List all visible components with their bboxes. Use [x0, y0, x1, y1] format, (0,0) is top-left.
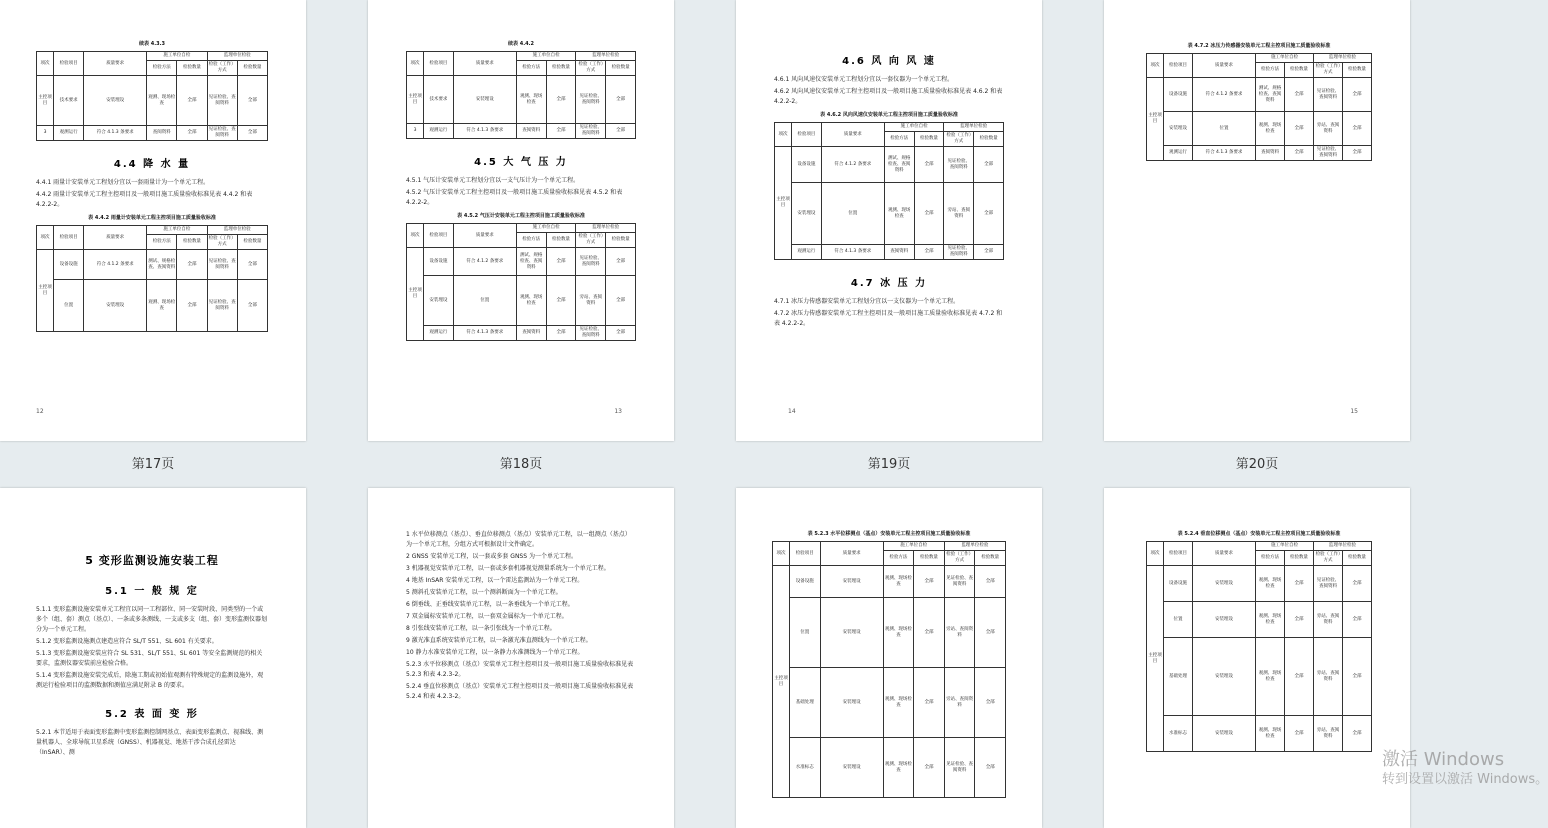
table-title: 续表 4.3.3 [139, 41, 165, 47]
quality-table: 项次 检验项目 质量要求 施工单位自检 监理单位检验 检验方法 检验数量 检验（工作）方式 检验数量 主控项目 设备设施 符合 4.1.2 条要求 测试、规格检查、查阅资料 全部 见证检验、查阅资料 全部 安装埋设 位置 观测、现场检查 全部 旁站、查阅资料 全部 观测运行 符合 4.1.3 条要求 查阅资料 全部 见证检验、查阅资料 全部 [774, 122, 1004, 260]
paragraph: 9 激光准直系统安装单元工程，以一条激光准直测线为一个单元工程。 [406, 637, 592, 644]
table-title: 表 4.6.2 风向风速仪安装单元工程主控项目施工质量验收标准 [820, 112, 958, 118]
table-title: 表 4.7.2 冰压力传感器安装单元工程主控项目施工质量验收标准 [1187, 43, 1331, 49]
paragraph: 5.2.4 垂直位移测点（基点）安装单元工程主控项目及一般项目施工质量验收标准见表 5.2.4 和表 4.2.3-2。 [406, 683, 634, 700]
quality-table: 项次 检验项目 质量要求 施工单位自检 监理单位检验 检验方法 检验数量 检验（工作）方式 检验数量 主控项目 设备设施 符合 4.1.2 条要求 测试、规格检查、查阅资料 全部 见证检验、查阅资料 全部 位置 安装埋设 观测、现场检查 全部 见证检验、查阅资料 全部 [36, 225, 268, 332]
paragraph: 5.2.3 水平位移测点（基点）安装单元工程主控项目及一般项目施工质量验收标准见表 5.2.3 和表 4.2.3-2。 [406, 661, 634, 678]
paragraph: 4.4.1 雨量计安装单元工程划分宜以一套雨量计为一个单元工程。 [36, 179, 210, 186]
quality-table: 项次 检验项目 质量要求 施工单位自检 监理单位检验 检验方法 检验数量 检验（工作）方式 检验数量 主控项目 设备设施 安装埋设 观测、现场检查 全部 见证检验、查阅资料 全部 位置 安装埋设 观测、现场检查 全部 旁站、查阅资料 全部 基础处理 安装埋设 观测、现场检查 全部 旁站、查阅资料 全部 水准标志 安装埋设 观测、现场检查 全部 见证检验、查阅资料 全部 [772, 541, 1006, 798]
page-number: 13 [614, 408, 622, 415]
page-thumbnail-22[interactable] [368, 488, 674, 828]
page-thumbnail-17[interactable] [0, 0, 306, 441]
paragraph: 5 测斜孔安装单元工程，以一个测斜断面为一个单元工程。 [406, 589, 562, 596]
page-label: 第19页 [867, 457, 911, 472]
paragraph: 7 双金属标安装单元工程，以一套双金属标为一个单元工程。 [406, 613, 568, 620]
quality-table: 项次 检验项目 质量要求 施工单位自检 监理单位检验 检验方法 检验数量 检验（工作）方式 检验数量 主控项目 设备设施 符合 4.1.2 条要求 测试、规格检查、查阅资料 全部 见证检验、查阅资料 全部 安装埋设 位置 观测、现场检查 全部 旁站、查阅资料 全部 观测运行 符合 4.1.3 条要求 查阅资料 全部 见证检验、查阅资料 全部 [1146, 53, 1372, 161]
paragraph: 5.1.3 变形监测设施安装应符合 SL 531、SL/T 551、SL 601 等安全监测规范的相关要求，监测仪器安装前应检验合格。 [36, 650, 263, 667]
page-thumbnail-21[interactable] [0, 488, 306, 828]
paragraph: 2 GNSS 安装单元工程，以一套或多套 GNSS 为一个单元工程。 [406, 553, 577, 560]
paragraph: 5.1.2 变形监测设施测点建造应符合 SL/T 551、SL 601 有关要求。 [36, 638, 218, 645]
paragraph: 4.7.1 冰压力传感器安装单元工程划分宜以一支仪器为一个单元工程。 [774, 298, 960, 305]
paragraph: 5.2.1 本节适用于表面变形监测中变形监测控制网基点、表面变形监测点、视准线、测量机器人、全球导航卫星系统（GNSS）、机器视觉、地基干涉合成孔径雷达（InSAR）、测 [36, 729, 264, 756]
table-title: 表 4.4.2 雨量计安装单元工程主控项目施工质量验收标准 [88, 215, 216, 221]
paragraph: 10 静力水准安装单元工程，以一条静力水准测线为一个单元工程。 [406, 649, 584, 656]
paragraph: 4 地基 InSAR 安装单元工程，以一个雷达监测站为一个单元工程。 [406, 577, 584, 584]
paragraph: 5.1.1 变形监测设施安装单元工程宜以同一工程部位、同一安装时段、同类型的一个或多个（组、套）测点（基点）、一条或多条测线、一支或多支（组、套）变形监测仪器划分为一个单元工程。 [36, 606, 268, 633]
page-number: 14 [788, 408, 796, 415]
section-heading: 4.4 降 水 量 [113, 159, 191, 170]
chapter-title: 5 变形监测设施安装工程 [85, 554, 219, 567]
page-number: 12 [36, 408, 44, 415]
quality-table: 项次 检验项目 质量要求 施工单位自检 监理单位检验 检验方法 检验数量 检验（工作）方式 检验数量 主控项目 技术要求 安装埋设 观测、现场检查 全部 见证检验、查阅资料 全部 3 观测运行 符合 4.1.3 条要求 查阅资料 全部 见证检验、查阅资料 全部 [406, 51, 636, 139]
table-title: 表 5.2.4 垂直位移测点（基点）安装单元工程主控项目施工质量验收标准 [1177, 531, 1341, 537]
page-thumbnail-18[interactable] [368, 0, 674, 441]
paragraph: 8 引张线安装单元工程，以一条引张线为一个单元工程。 [406, 625, 556, 632]
section-heading: 5.1 一 般 规 定 [105, 586, 199, 597]
page-label: 第20页 [1235, 457, 1279, 472]
section-heading: 4.7 冰 压 力 [850, 278, 928, 289]
section-heading: 4.6 风 向 风 速 [842, 56, 936, 67]
paragraph: 1 水平位移测点（基点）、垂直位移测点（基点）安装单元工程，以一组测点（基点）为一个单元工程，分组方式可根据设计文件确定。 [406, 531, 631, 548]
paragraph: 4.5.2 气压计安装单元工程主控项目及一般项目施工质量验收标准见表 4.5.2 和表 4.2.2-2。 [406, 189, 623, 206]
section-heading: 5.2 表 面 变 形 [105, 709, 199, 720]
page-label: 第18页 [499, 457, 543, 472]
page-thumbnail-23[interactable] [736, 488, 1042, 828]
quality-table: 项次 检验项目 质量要求 施工单位自检 监理单位检验 检验方法 检验数量 检验（工作）方式 检验数量 主控项目 技术要求 安装埋设 观测、现场检查 全部 见证检验、查阅资料 全部 3 观测运行 符合 4.1.3 条要求 查阅资料 全部 见证检验、查阅资料 全部 [36, 51, 268, 141]
page-thumbnail-19[interactable] [736, 0, 1042, 441]
paragraph: 3 机器视觉安装单元工程，以一套或多套机器视觉测量系统为一个单元工程。 [406, 565, 610, 572]
paragraph: 5.1.4 变形监测设施安装完成后，除施工期或初始值观测有特殊规定的监测设施外，观测运行检验项目的监测数据和测值应满足附录 B 的要求。 [36, 672, 264, 689]
paragraph: 4.5.1 气压计安装单元工程划分宜以一支气压计为一个单元工程。 [406, 177, 580, 184]
paragraph: 6 倒垂线、正垂线安装单元工程，以一条垂线为一个单元工程。 [406, 601, 574, 608]
table-title: 续表 4.4.2 [508, 41, 534, 47]
paragraph: 4.6.2 风向风速仪安装单元工程主控项目及一般项目施工质量验收标准见表 4.6.2 和表 4.2.2-2。 [774, 88, 1003, 105]
quality-table: 项次 检验项目 质量要求 施工单位自检 监理单位检验 检验方法 检验数量 检验（工作）方式 检验数量 主控项目 设备设施 符合 4.1.2 条要求 测试、规格检查、查阅资料 全部 见证检验、查阅资料 全部 安装埋设 位置 观测、现场检查 全部 旁站、查阅资料 全部 观测运行 符合 4.1.3 条要求 查阅资料 全部 见证检验、查阅资料 全部 [406, 223, 636, 341]
paragraph: 4.4.2 雨量计安装单元工程主控项目及一般项目施工质量验收标准见表 4.4.2 和表 4.2.2-2。 [36, 191, 253, 208]
page-number: 15 [1350, 408, 1358, 415]
windows-activation-watermark: 激活 Windows 转到设置以激活 Windows。 [1382, 749, 1548, 787]
paragraph: 4.7.2 冰压力传感器安装单元工程主控项目及一般项目施工质量验收标准见表 4.7.2 和表 4.2.2-2。 [774, 310, 1003, 327]
quality-table: 项次 检验项目 质量要求 施工单位自检 监理单位检验 检验方法 检验数量 检验（工作）方式 检验数量 主控项目 设备设施 安装埋设 观测、现场检查 全部 见证检验、查阅资料 全部 位置 安装埋设 观测、现场检查 全部 旁站、查阅资料 全部 基础处理 安装埋设 观测、现场检查 全部 旁站、查阅资料 全部 水准标志 安装埋设 观测、现场检查 全部 旁站、查阅资料 全部 [1146, 541, 1372, 752]
page-label: 第17页 [131, 457, 175, 472]
paragraph: 4.6.1 风向风速仪安装单元工程划分宜以一套仪器为一个单元工程。 [774, 76, 954, 83]
section-heading: 4.5 大 气 压 力 [474, 157, 568, 168]
table-title: 表 5.2.3 水平位移测点（基点）安装单元工程主控项目施工质量验收标准 [807, 531, 971, 537]
table-title: 表 4.5.2 气压计安装单元工程主控项目施工质量验收标准 [457, 213, 585, 219]
page-thumbnail-20[interactable] [1104, 0, 1410, 441]
